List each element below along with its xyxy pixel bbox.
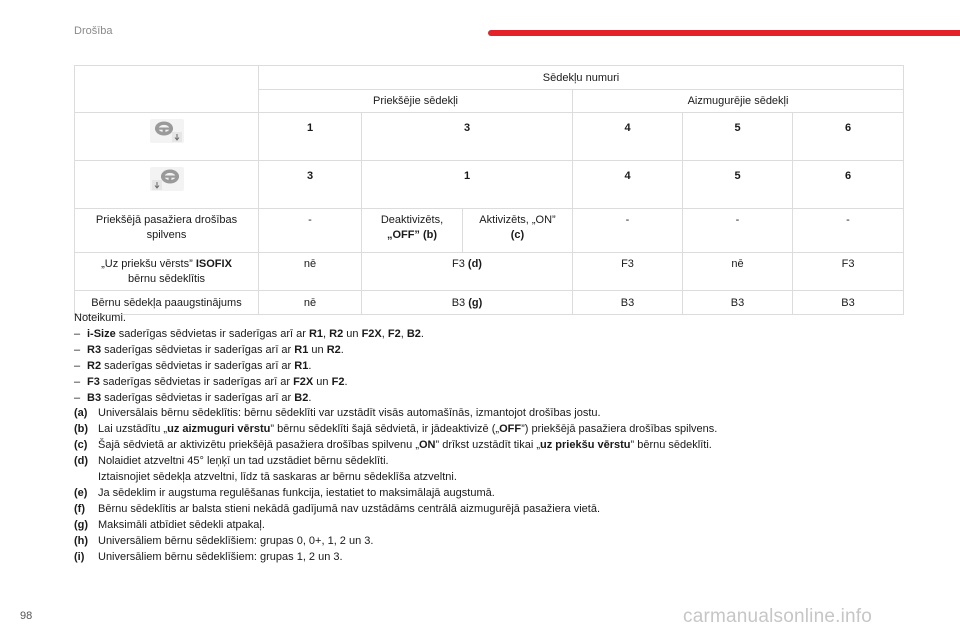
table-cell: - bbox=[573, 209, 683, 253]
footnote-i: (i) Universāliem bērnu sēdeklīšiem: grupas 1, 2 un 3. bbox=[74, 550, 343, 563]
table-cell: 3 bbox=[362, 113, 573, 161]
table-cell: 5 bbox=[683, 113, 793, 161]
isofix-front-note: (d) bbox=[467, 258, 482, 270]
table-cell: 5 bbox=[683, 161, 793, 209]
table-cell: 3 bbox=[259, 161, 362, 209]
isofix-label-a: „Uz priekšu vērsts” bbox=[101, 258, 196, 270]
table-cell: 1 bbox=[362, 161, 573, 209]
airbag-off-line1: Deaktivizēts, bbox=[380, 214, 444, 226]
notes-title: Noteikumi. bbox=[74, 312, 126, 324]
table-cell: nē bbox=[259, 253, 362, 291]
booster-front-value: B3 bbox=[451, 297, 469, 309]
airbag-on-cell bbox=[463, 209, 573, 253]
table-cell: - bbox=[793, 209, 904, 253]
isofix-front-value: F3 bbox=[452, 258, 468, 270]
airbag-row-label: Priekšējā pasažiera drošības spilvens bbox=[75, 209, 259, 253]
section-accent-bar bbox=[488, 30, 960, 36]
table-cell: - bbox=[259, 209, 362, 253]
seat-numbers-header: Sēdekļu numuri bbox=[259, 66, 904, 90]
note-line: – F3 saderīgas sēdvietas ir saderīgas arī ar F2X un F2. bbox=[74, 375, 348, 388]
booster-front-note: (g) bbox=[468, 297, 483, 309]
table-cell: B3 bbox=[793, 291, 904, 315]
table-row bbox=[75, 253, 904, 291]
isofix-row-label bbox=[75, 253, 259, 291]
table-cell: 6 bbox=[793, 161, 904, 209]
note-line: – i-Size saderīgas sēdvietas ir saderīgas arī ar R1, R2 un F2X, F2, B2. bbox=[74, 327, 424, 340]
seat-compatibility-table bbox=[74, 65, 904, 315]
isofix-label-b: ISOFIX bbox=[195, 258, 232, 270]
footnote-g: (g) Maksimāli atbīdiet sēdekli atpakaļ. bbox=[74, 518, 265, 531]
footnote-h: (h) Universāliem bērnu sēdeklīšiem: grupas 0, 0+, 1, 2 un 3. bbox=[74, 534, 374, 547]
table-cell: 6 bbox=[793, 113, 904, 161]
note-line: – R3 saderīgas sēdvietas ir saderīgas arī ar R1 un R2. bbox=[74, 343, 344, 356]
airbag-on-line1: Aktivizēts, „ON” bbox=[479, 214, 556, 226]
front-seats-header: Priekšējie sēdekļi bbox=[259, 90, 573, 113]
table-cell: F3 bbox=[573, 253, 683, 291]
airbag-on-line2: (c) bbox=[510, 229, 525, 241]
notes-section bbox=[74, 311, 914, 566]
footnote-f: (f) Bērnu sēdeklītis ar balsta stieni nekādā gadījumā nav uzstādāms centrālā aizmugurējā pasažiera vietā. bbox=[74, 502, 600, 515]
steering-wheel-left-icon bbox=[75, 113, 259, 161]
table-cell: 4 bbox=[573, 161, 683, 209]
footnote-c: (c) Šajā sēdvietā ar aktivizētu priekšējā pasažiera drošības spilvenu „ON” drīkst uzstādīt tikai „uz priekšu vērstu” bērnu sēdeklīti. bbox=[74, 439, 712, 452]
note-line: – B3 saderīgas sēdvietas ir saderīgas arī ar B2. bbox=[74, 391, 312, 404]
footnote-e: (e) Ja sēdeklim ir augstuma regulēšanas funkcija, iestatiet to maksimālajā augstumā. bbox=[74, 486, 495, 499]
airbag-off-line2: „OFF” (b) bbox=[386, 229, 438, 241]
table-row bbox=[75, 209, 904, 253]
table-cell: B3 bbox=[573, 291, 683, 315]
section-title: Drošība bbox=[74, 25, 113, 37]
footnote-b: (b) Lai uzstādītu „uz aizmuguri vērstu” bērnu sēdeklīti šajā sēdvietā, ir jādeaktivizē („OFF”) priekšējā pasažiera drošības spilvens. bbox=[74, 423, 718, 436]
table-corner-cell bbox=[75, 66, 259, 113]
table-cell: - bbox=[683, 209, 793, 253]
table-cell: 1 bbox=[259, 113, 362, 161]
note-line: – R2 saderīgas sēdvietas ir saderīgas arī ar R1. bbox=[74, 359, 312, 372]
page-number: 98 bbox=[20, 610, 33, 622]
table-cell: nē bbox=[683, 253, 793, 291]
table-cell: B3 bbox=[683, 291, 793, 315]
table-row bbox=[75, 113, 904, 161]
isofix-label-c: bērnu sēdeklītis bbox=[127, 273, 206, 285]
steering-wheel-right-icon bbox=[75, 161, 259, 209]
watermark: carmanualsonline.info bbox=[683, 606, 873, 627]
footnote-a: (a) Universālais bērnu sēdeklītis: bērnu sēdeklīti var uzstādīt visās automašīnās, izmantojot drošības jostu. bbox=[74, 407, 601, 420]
table-cell: nē bbox=[259, 291, 362, 315]
table-row bbox=[75, 161, 904, 209]
footnote-d: (d) Nolaidiet atzveltni 45° leņķī un tad uzstādiet bērnu sēdeklīti. Iztaisnojiet sēdekļa atzveltni, līdz tā saskaras ar bērnu sēdeklīša atzveltni. bbox=[74, 455, 457, 484]
table-cell bbox=[362, 253, 573, 291]
table-cell: 4 bbox=[573, 113, 683, 161]
airbag-off-cell bbox=[362, 209, 463, 253]
booster-row-label: Bērnu sēdekļa paaugstinājums bbox=[75, 291, 259, 315]
rear-seats-header: Aizmugurējie sēdekļi bbox=[573, 90, 904, 113]
table-cell: F3 bbox=[793, 253, 904, 291]
